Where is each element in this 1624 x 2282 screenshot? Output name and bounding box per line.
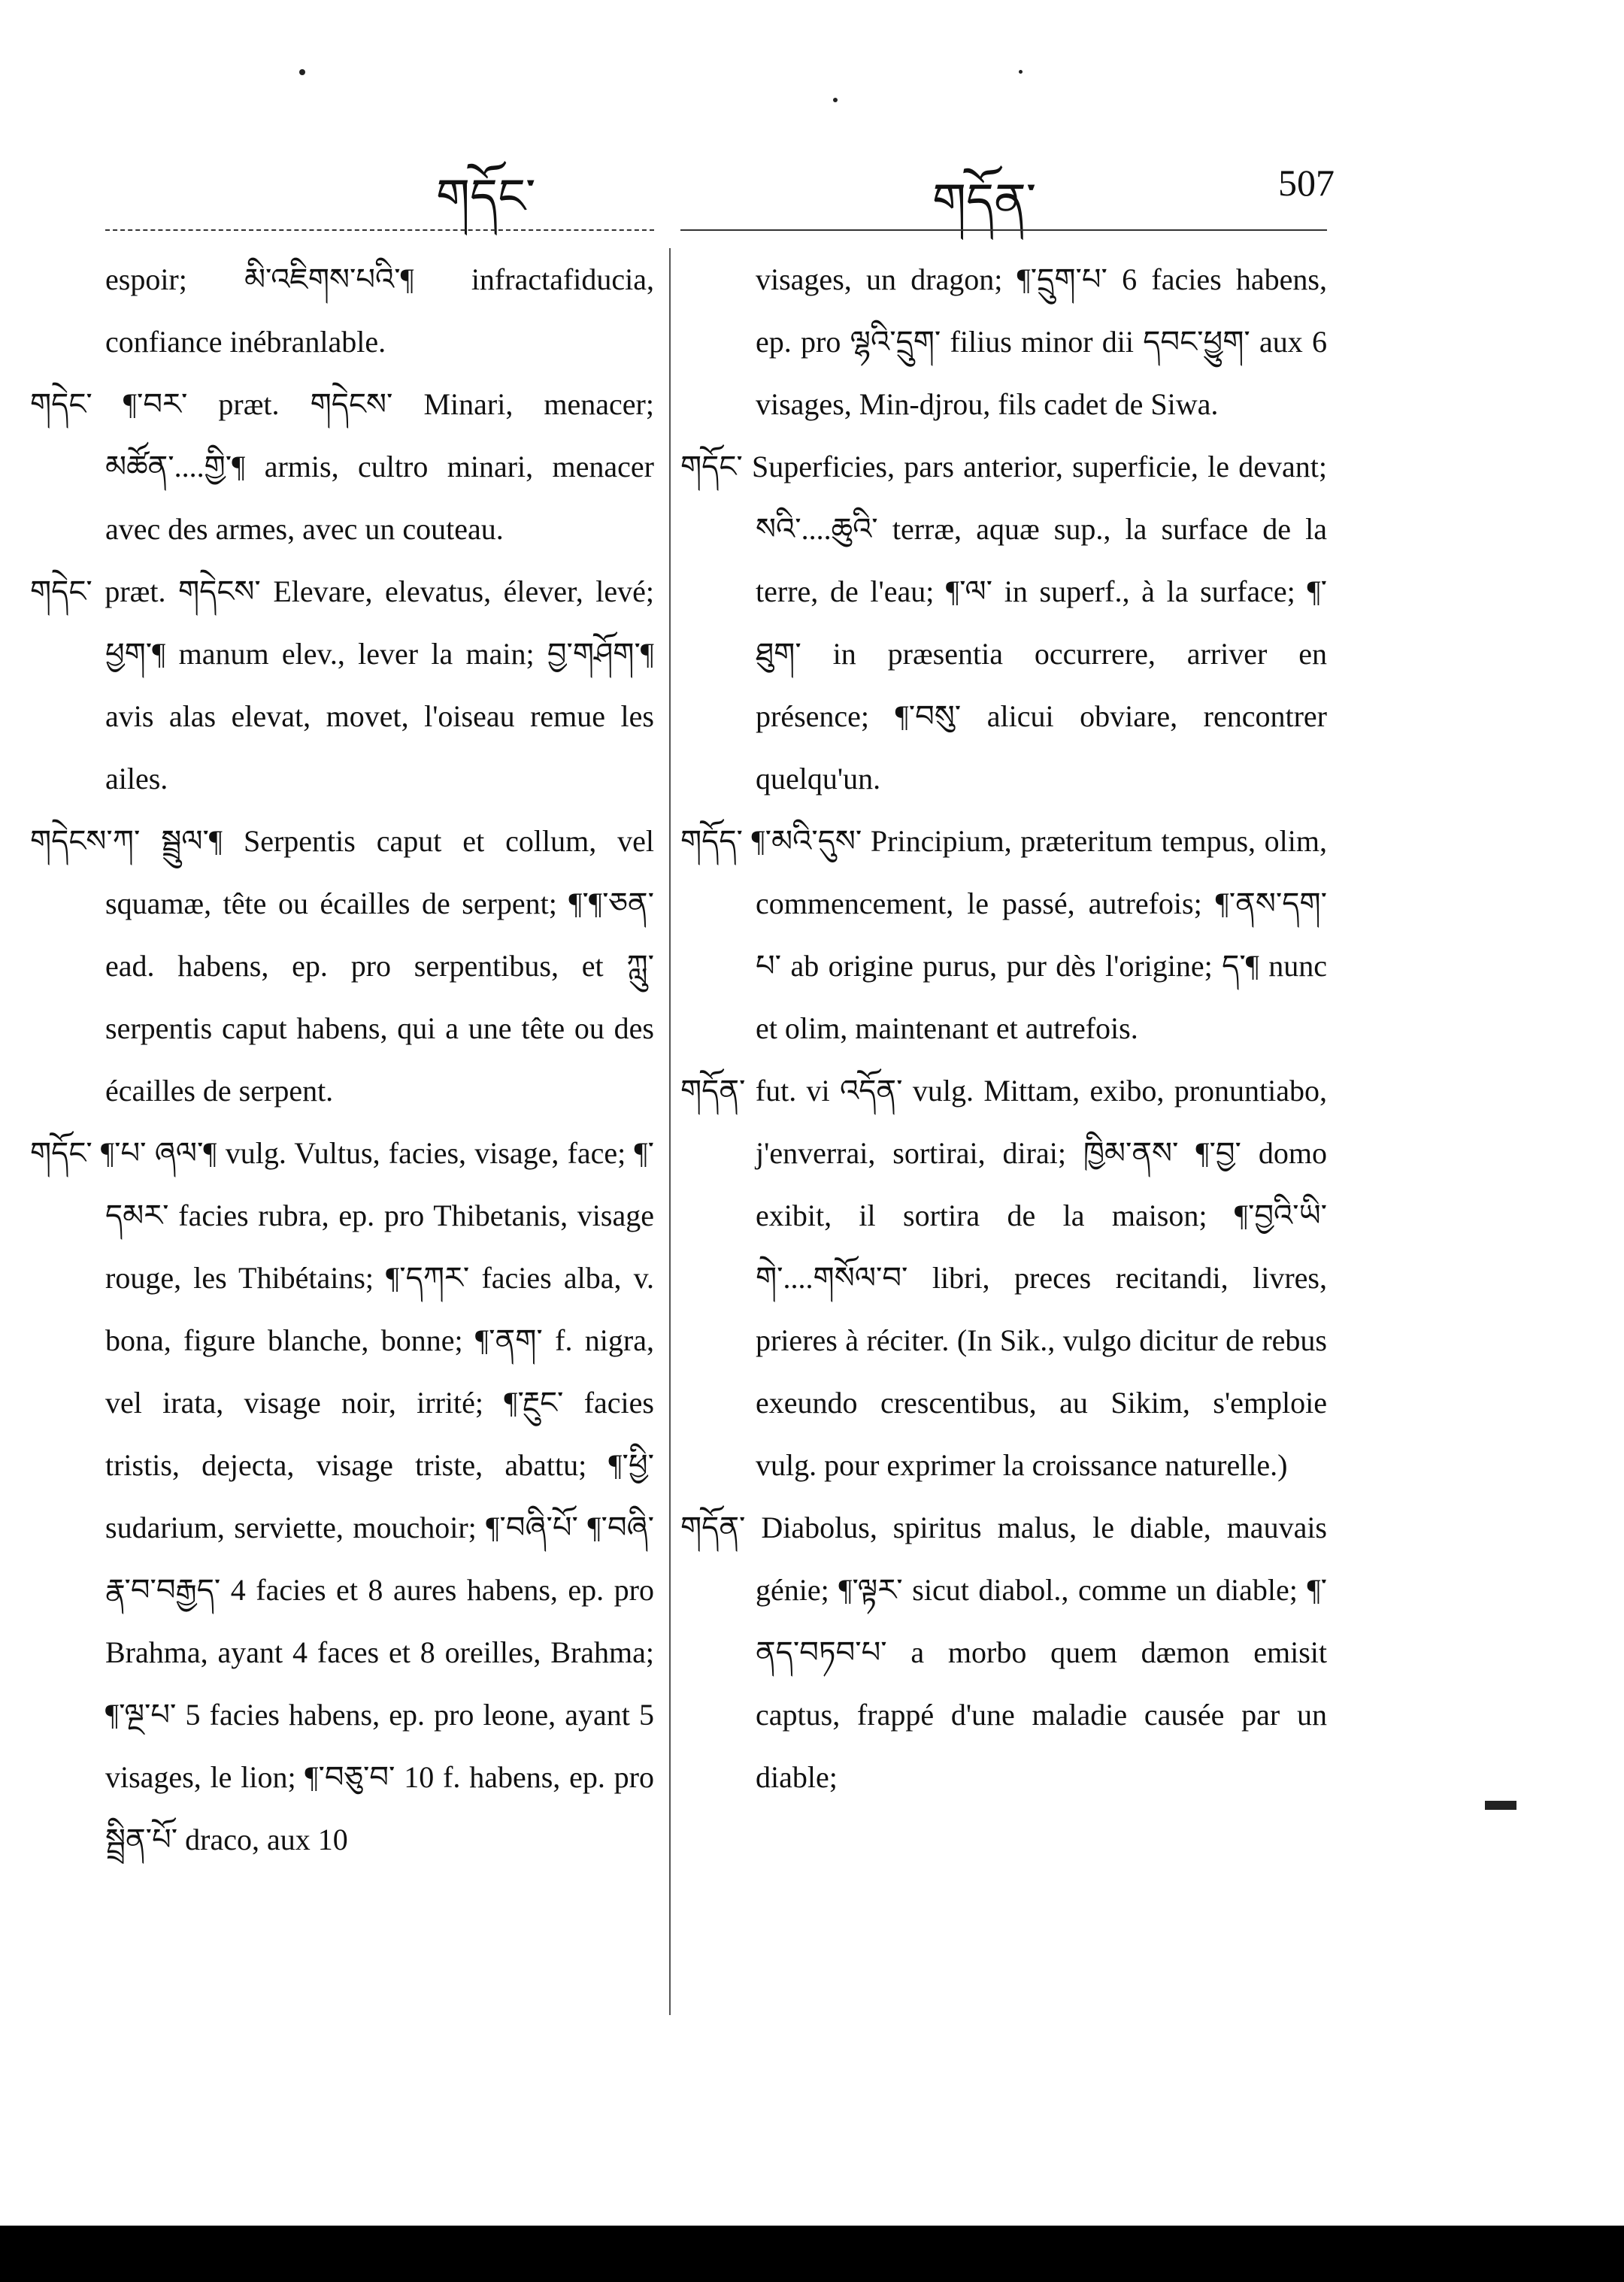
dictionary-entry: གདོང་ ¶་པ་ ཞལ་¶ vulg. Vultus, facies, visage, face; ¶་དམར་ facies rubra, ep. pro Thibetanis, visage rouge, les Thibétains; ¶་དཀར་ facies alba, v. bona, figure blanche, bonne; ¶་ནག་ f. nigra, vel irata, visage noir, irrité; ¶་རྔུང་ facies tristis, dejecta, visage triste, abattu; ¶་ཕྱི་ sudarium, serviette, mouchoir; ¶་བཞི་པོ་ ¶་བཞི་རྣ་བ་བརྒྱད་ 4 facies et 8 aures habens, ep. pro Brahma, ayant 4 faces et 8 oreilles, Brahma; ¶་ལྔ་པ་ 5 facies habens, ep. pro leone, ayant 5 visages, le lion; ¶་བཅུ་བ་ 10 f. habens, ep. pro སྦྲིན་པོ་ draco, aux 10: [30, 1136, 654, 1856]
header-rule-left: [105, 229, 654, 231]
dictionary-entry: གདེང་ ¶་བར་ præt. གདེངས་ Minari, menacer; མཚོན་....གྱི་¶ armis, cultro minari, menacer avec des armes, avec un couteau.: [30, 387, 654, 546]
dictionary-entry-continued: espoir; མི་འཇིགས་པའི་¶ infractafiducia, confiance inébranlable.: [105, 262, 654, 359]
scan-bottom-border: [0, 2226, 1624, 2282]
running-head-left: གདོང་: [436, 169, 536, 225]
page-number: 507: [1278, 162, 1335, 204]
dictionary-entry-continued: visages, un dragon; ¶་དྲུག་པ་ 6 facies habens, ep. pro ལྷའི་དྲུག་ filius minor dii དབང་ཕྱུག་ aux 6 visages, Min-djrou, fils cadet de Siwa.: [756, 262, 1327, 421]
right-column: [680, 248, 1327, 1808]
speck: [1019, 70, 1023, 74]
dictionary-entry: གདོང་ Superficies, pars anterior, superficie, le devant; སའི་....ཆུའི་ terræ, aquæ sup., la surface de la terre, de l'eau; ¶་ལ་ in superf., à la surface; ¶་ཐུག་ in præsentia occurrere, arriver en présence; ¶་བསུ་ alicui obviare, rencontrer quelqu'un.: [680, 450, 1327, 796]
speck: [833, 98, 838, 102]
margin-mark: [1485, 1801, 1516, 1810]
dictionary-entry: གདོད་ ¶་མའི་དུས་ Principium, præteritum tempus, olim, commencement, le passé, autrefois; ¶་ནས་དག་པ་ ab origine purus, pur dès l'origine; ད་¶ nunc et olim, maintenant et autrefois.: [680, 824, 1327, 1045]
header-rule-right: [680, 229, 1327, 231]
left-column: [30, 248, 654, 1871]
dictionary-entry: གདོན་ Diabolus, spiritus malus, le diable, mauvais génie; ¶་ལྟར་ sicut diabol., comme un diable; ¶་ནད་བཏབ་པ་ a morbo quem dæmon emisit captus, frappé d'une maladie causée par un diable;: [680, 1511, 1327, 1794]
speck: [299, 69, 305, 75]
running-head-right: གདོན་: [932, 174, 1037, 229]
dictionary-entry: གདོན་ fut. vi འདོན་ vulg. Mittam, exibo, pronuntiabo, j'enverrai, sortirai, dirai; ཁྱིམ་ནས་ ¶་བྱ་ domo exibit, il sortira de la maison; ¶་བྱའི་ཡི་གེ་....གསོལ་བ་ libri, preces recitandi, livres, prieres à réciter. (In Sik., vulgo dicitur de rebus exeundo crescentibus, au Sikim, s'emploie vulg. pour exprimer la croissance naturelle.): [680, 1074, 1327, 1482]
dictionary-entry: གདེང་ præt. གདེངས་ Elevare, elevatus, élever, levé; ཕྱག་¶ manum elev., lever la main; བྱ་གཤོག་¶ avis alas elevat, movet, l'oiseau remue les ailes.: [30, 574, 654, 796]
dictionary-entry: གདེངས་ཀ་ སྦྲུལ་¶ Serpentis caput et collum, vel squamæ, tête ou écailles de serpent; ¶་¶་ཅན་ ead. habens, ep. pro serpentibus, et ཀླུ་ serpentis caput habens, qui a une tête ou des écailles de serpent.: [30, 824, 654, 1108]
column-divider: [669, 248, 671, 2015]
